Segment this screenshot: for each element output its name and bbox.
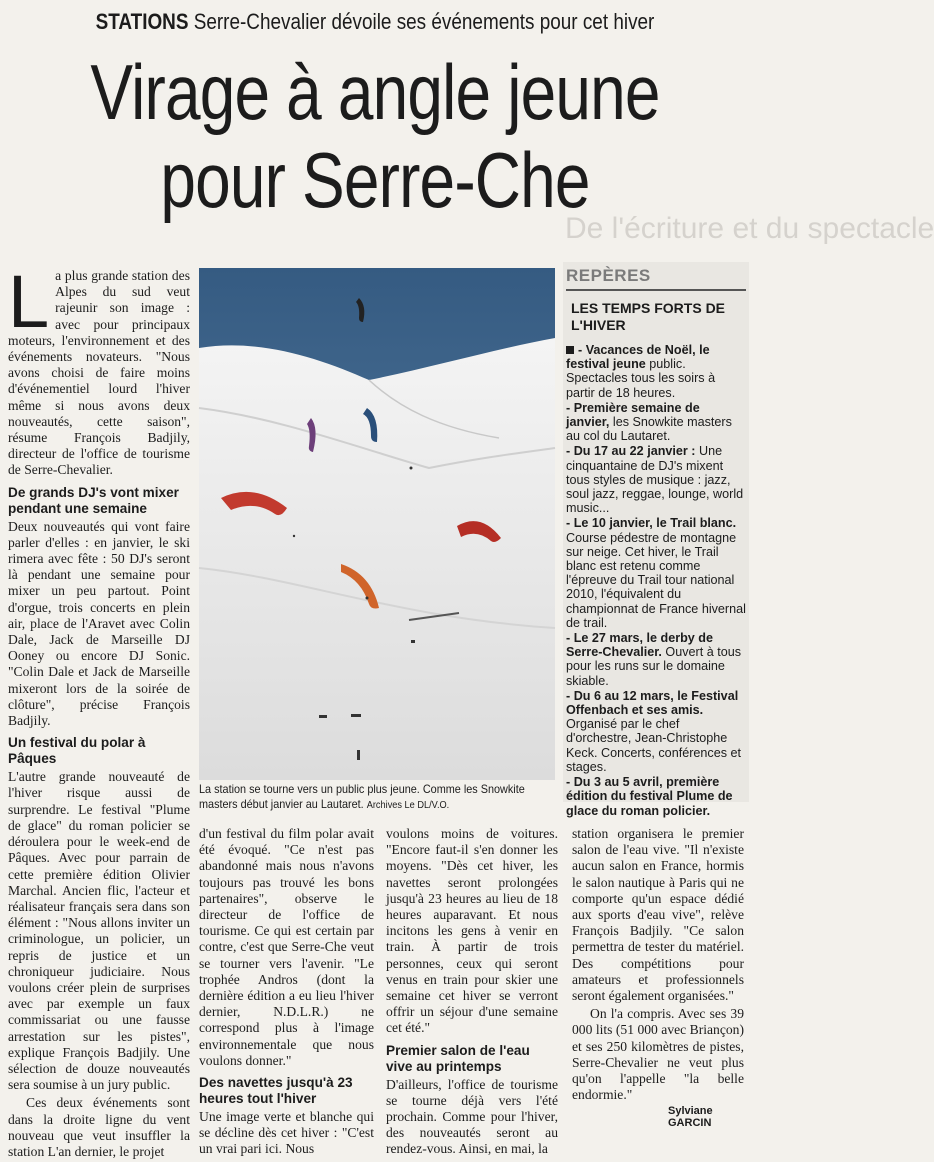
reperes-item: [566, 516, 746, 630]
subhead-salon: Premier salon de l'eau vive au printemps: [386, 1042, 530, 1074]
article-column-1: [8, 260, 190, 1162]
paragraph: On l'a compris. Avec ses 39 000 lits (51 000 avec Briançon) et ses 250 kilomètres de pistes, Serre-Chevalier ne veut plus qu'on l'appelle "la belle endormie.": [572, 1006, 744, 1103]
reperes-item-detail: Ouvert à tous pour les runs sur le domaine skiable.: [566, 645, 742, 688]
photo-caption: La station se tourne vers un public plus jeune. Comme les Snowkite masters début janvier au Lautaret. Archives Le DL/V.O.: [199, 782, 525, 811]
reperes-item-date: - Le 10 janvier, le Trail blanc.: [566, 516, 737, 531]
reperes-list: [566, 343, 746, 819]
reperes-item-date: - Vacances de Noël, le festival jeune: [566, 343, 710, 372]
reperes-item-detail: public. Spectacles tous les soirs à partir de 18 heures.: [566, 357, 716, 400]
paragraph: voulons moins de voitures. "Encore faut-il s'en donner les moyens. "Dès cet hiver, les navettes seront prolongées jusqu'à 23 heures au lieu de 18 heures auparavant. Et nous incitons les gens à venir en train. À partir de trois personnes, ceux qui seront venus en train pour skier une semaine cet hiver se verront offrir un séjour d'une semaine cet été.": [386, 826, 558, 1036]
article-column-2: [199, 826, 374, 1160]
photo-credit: Archives Le DL/V.O.: [366, 800, 450, 811]
paragraph: d'un festival du film polar avait été évoqué. "Ce n'est pas abandonné mais nous n'avons toujours pas trouvé les bons partenaires", observe le directeur de l'office de tourisme. Ce qui est certain par contre, c'est que Serre-Che veut se tourner vers l'avenir. "Le trophée Andros (dont la dernière édition a eu lieu l'hiver dernier, N.D.L.R.) ne correspond plus à l'image environnementale que nous voulons donner.": [199, 826, 374, 1068]
lead-paragraph: La plus grande station des Alpes du sud veut rajeunir son image : avec pour principaux moteurs, l'environnement et des événements novateurs. "Nous avons choisi de faire moins d'événementiel lourd l'hiver même si nous avons deux nouveautés, cette saison", résume François Badjily, directeur de l'office de tourisme de Serre-Chevalier.: [8, 260, 190, 478]
reperes-item: [566, 689, 746, 774]
reperes-item-date: - Du 17 au 22 janvier :: [566, 444, 696, 459]
paragraph: Ces deux événements sont dans la droite ligne du vent nouveau que veut insuffler la station L'an dernier, le projet: [8, 1095, 190, 1159]
article-column-4: [572, 826, 744, 1105]
paragraph: Deux nouveautés qui vont faire parler d'elles : en janvier, le ski rimera avec fête : 50 DJ's seront là pendant une semaine pour mixer un peu partout. Point d'orgue, trois concerts en plein air, place de l'Aravet avec Colin Dale, Jack de Marseille DJ Ooney ou encore DJ Sonic. "Colin Dale et Jack de Marseille mixeront lors de la soirée de clôture", précise François Badjily.: [8, 518, 190, 729]
reperes-item: [566, 343, 746, 400]
headline: [68, 48, 683, 224]
byline: Sylviane GARCIN: [668, 1105, 713, 1129]
reperes-item-detail: Organisé par le chef d'orchestre, Jean-Christophe Keck. Concerts, conférences et stages.: [566, 717, 741, 774]
reperes-item-detail: Une cinquantaine de DJ's mixent tous styles de musique : jazz, soul jazz, reggae, lounge, world music...: [566, 444, 744, 516]
reperes-item-date: - Le 27 mars, le derby de Serre-Chevalier.: [566, 631, 713, 660]
paragraph: D'ailleurs, l'office de tourisme se tourne déjà vers l'été prochain. Comme pour l'hiver, des nouveautés seront au rendez-vous. Ainsi, en mai, la: [386, 1076, 558, 1157]
subhead-polar: Un festival du polar à Pâques: [8, 735, 146, 767]
reperes-item-date: - Première semaine de janvier,: [566, 400, 700, 430]
headline-line-1: Virage à angle jeune: [90, 48, 660, 136]
reperes-item: [566, 401, 746, 444]
article-column-3: [386, 826, 558, 1160]
reperes-item: [566, 631, 746, 688]
snowkite-photo: [199, 268, 555, 780]
subhead-navettes: Des navettes jusqu'à 23 heures tout l'hiver: [199, 1075, 353, 1107]
section-kicker: [53, 6, 698, 38]
reperes-item-date: - Du 3 au 5 avril, première édition du festival Plume de glace du roman policier.: [566, 775, 733, 818]
reperes-item: [566, 775, 746, 818]
reperes-title: LES TEMPS FORTS DE L'HIVER: [571, 300, 726, 333]
headline-line-2: pour Serre-Che: [160, 136, 590, 224]
reperes-item: [566, 444, 746, 515]
reperes-label: REPÈRES: [566, 266, 651, 285]
reperes-item-date: - Du 6 au 12 mars, le Festival Offenbach et ses amis.: [566, 688, 739, 718]
photo-illustration: [199, 268, 555, 780]
reperes-rule: [566, 289, 746, 291]
kicker-section: STATIONS: [95, 9, 189, 34]
paragraph: L'autre grande nouveauté de l'hiver risque aussi de surprendre. Le festival "Plume de glace" du roman policier se déroulera pour le week-end de Pâques. Avec pour parrain de cette première édition Olivier Marchal. Ancien flic, l'acteur et réalisateur français sera dans son élément : "Nous allons inviter un criminologue, un policier, un repris de justice et un chroniqueur judiciaire. Nous voulons créer plein de surprises avec par exemple un faux commissariat ou une fausse arrestation sur les pistes", explique François Badjily. Une sélection de douze nouveautés sera soumise à un jury public.: [8, 769, 190, 1093]
subhead-dj: De grands DJ's vont mixer pendant une semaine: [8, 484, 179, 516]
drop-cap: L: [8, 260, 50, 343]
paragraph: station organisera le premier salon de l'eau vive. "Il n'existe aucun salon en France, hormis le salon nautique à Paris qui ne comporte qu'un espace dédié aux sports d'eau vive", relève François Badjily. "Ce salon permettra de tester du matériel. Des compétitions pour amateurs et professionnels seront également organisées.": [572, 826, 744, 1004]
reperes-item-detail: Course pédestre de montagne sur neige. Cet hiver, le Trail blanc est retenu comme l'épreuve du Trail tour national 2010, l'équivalent du championnat de France hivernal de trail.: [566, 530, 746, 630]
kicker-text: Serre-Chevalier dévoile ses événements pour cet hiver: [193, 9, 655, 34]
reperes-item-detail: les Snowkite masters au col du Lautaret.: [566, 415, 732, 444]
paragraph: Une image verte et blanche qui se décline dès cet hiver : "C'est un vrai pari ici. Nous: [199, 1109, 374, 1157]
square-bullet-icon: [566, 346, 574, 354]
background-bleed-text: De l'écriture et du spectacle: [565, 212, 934, 245]
